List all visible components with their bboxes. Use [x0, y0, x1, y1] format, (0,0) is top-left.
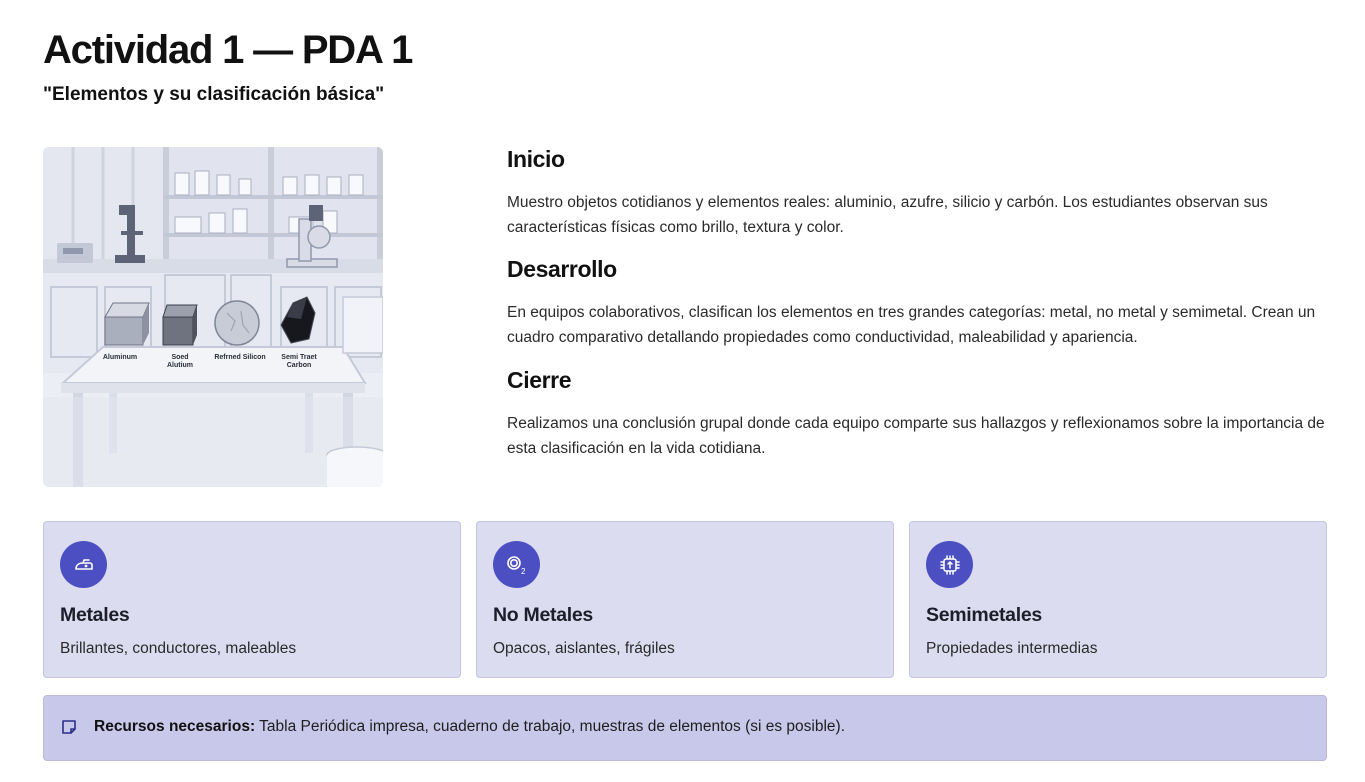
svg-text:Soed: Soed: [171, 354, 189, 361]
card-description: Propiedades intermedias: [926, 640, 1098, 657]
card-title: Metales: [60, 604, 130, 626]
page-subtitle: "Elementos y su clasificación básica": [43, 84, 385, 105]
lab-illustration: [43, 147, 383, 487]
note-icon: [61, 719, 77, 740]
resources-text: [94, 718, 845, 736]
card-no-metales: [476, 521, 894, 678]
chip-icon: [926, 541, 973, 588]
resources-list: Tabla Periódica impresa, cuaderno de trabajo, muestras de elementos (si es posible).: [255, 718, 845, 735]
svg-text:Semi Traet: Semi Traet: [281, 354, 317, 361]
section-text-desarrollo: En equipos colaborativos, clasifican los elementos en tres grandes categorías: metal, no metal y semimetal. Crean un cuadro comparativo detallando propiedades como conductividad, maleabilidad y apariencia.: [507, 304, 1316, 346]
section-heading-cierre: Cierre: [507, 367, 572, 393]
card-description: Opacos, aislantes, frágiles: [493, 640, 675, 657]
card-metales: [43, 521, 461, 678]
section-heading-inicio: Inicio: [507, 146, 565, 172]
resources-panel: [43, 695, 1327, 761]
iron-icon: [60, 541, 107, 588]
resources-label: Recursos necesarios:: [94, 718, 256, 735]
svg-text:Aluminum: Aluminum: [102, 354, 138, 361]
svg-text:Alutium: Alutium: [166, 362, 194, 369]
section-text-inicio: Muestro objetos cotidianos y elementos reales: aluminio, azufre, silicio y carbón. Los estudiantes observan sus características físicas como brillo, textura y color.: [507, 194, 1268, 236]
svg-text:Refrned Silicon: Refrned Silicon: [214, 354, 266, 361]
card-semimetales: [909, 521, 1327, 678]
card-title: Semimetales: [926, 604, 1042, 626]
page-title: Actividad 1 — PDA 1: [43, 28, 413, 72]
section-text-cierre: Realizamos una conclusión grupal donde cada equipo comparte sus hallazgos y reflexionamos sobre la importancia de esta clasificación en la vida cotidiana.: [507, 415, 1325, 457]
svg-text:2: 2: [520, 566, 525, 576]
section-heading-desarrollo: Desarrollo: [507, 256, 617, 282]
svg-text:Carbon: Carbon: [286, 362, 312, 369]
card-description: Brillantes, conductores, maleables: [60, 640, 297, 657]
oxygen-icon: [493, 541, 540, 588]
card-title: No Metales: [493, 604, 593, 626]
